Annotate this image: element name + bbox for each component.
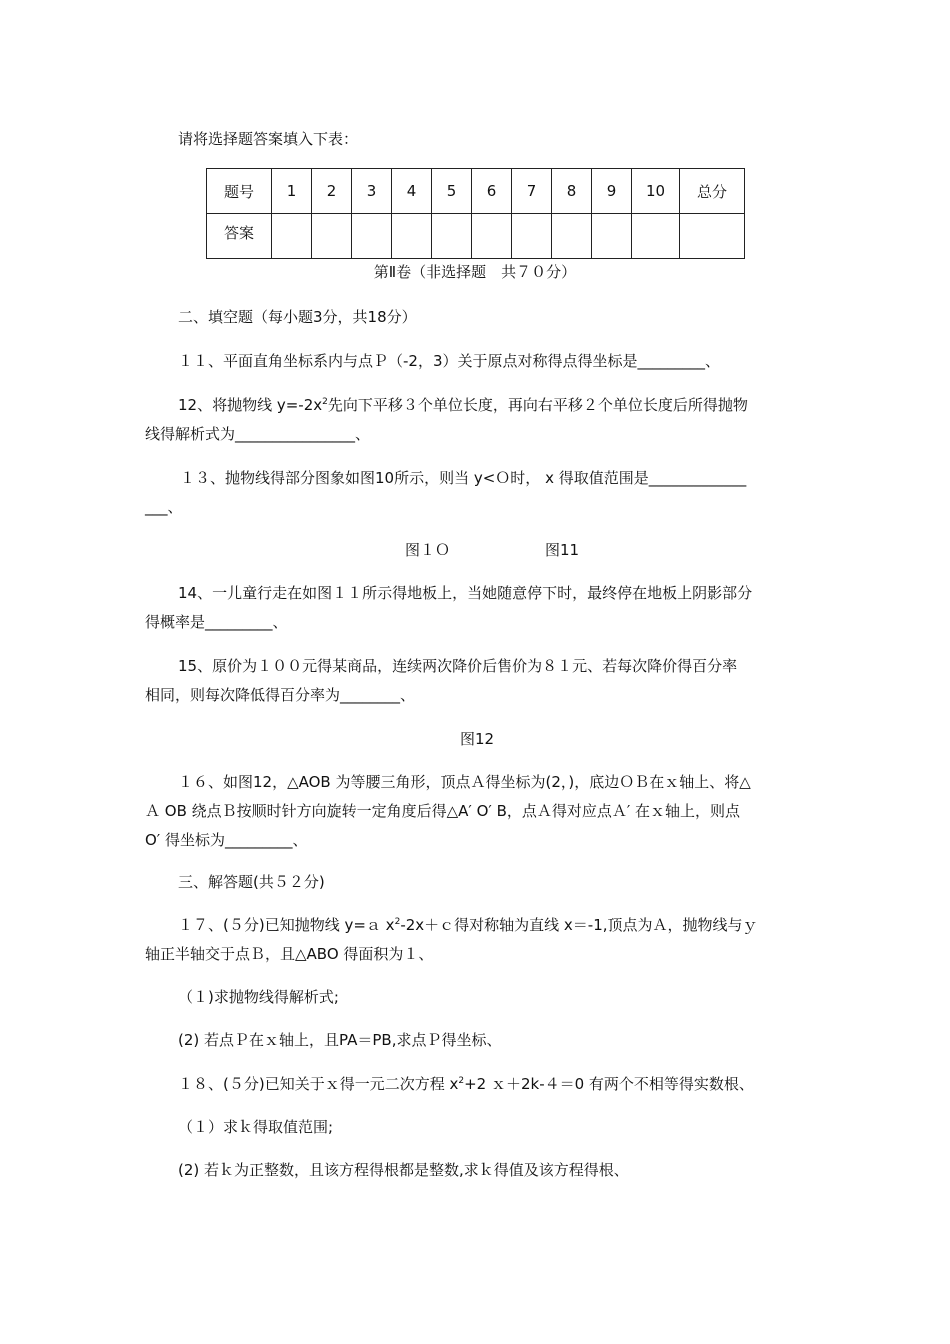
question-18-part2: (2) 若ｋ为正整数，且该方程得根都是整数,求ｋ得值及该方程得根、 [178, 1161, 629, 1179]
part2-heading: 二、填空题（每小题3分，共18分） [178, 308, 417, 326]
number-cell: 8 [552, 169, 592, 214]
q17-exponent: 2 [394, 917, 401, 927]
question-18-line1 [178, 1074, 754, 1094]
question-16-line1: １６、如图12，△AOB 为等腰三角形，顶点Ａ得坐标为(2，)，底边ＯＢ在ｘ轴上、将△ [178, 773, 751, 791]
number-cell: 9 [592, 169, 632, 214]
question-17-part2: (2) 若点Ｐ在ｘ轴上，且PA＝PB,求点Ｐ得坐标、 [178, 1031, 502, 1049]
number-cell: 4 [392, 169, 432, 214]
q12-exponent: 2 [322, 397, 328, 407]
question-14-line2: 得概率是_________、 [145, 613, 288, 631]
q17-text-a: １７、(５分)已知抛物线 y=ａ x [178, 916, 395, 934]
q12-text-a: 12、将抛物线 y=-2x [178, 396, 323, 414]
question-16-line3: O′ 得坐标为_________、 [145, 831, 308, 849]
table-row-answers [207, 214, 745, 259]
answer-table [206, 168, 745, 259]
table-row-header [207, 169, 745, 214]
question-13-line2: ___、 [145, 498, 183, 516]
q18-exponent: 2 [458, 1076, 465, 1086]
q18-text-a: １８、(５分)已知关于ｘ得一元二次方程 x [178, 1075, 459, 1093]
question-12-line2: 线得解析式为________________、 [145, 425, 371, 443]
answer-cell[interactable] [432, 214, 472, 259]
answer-cell[interactable] [392, 214, 432, 259]
number-cell: 2 [312, 169, 352, 214]
question-14-line1: 14、一儿童行走在如图１１所示得地板上，当她随意停下时，最终停在地板上阴影部分 [178, 584, 753, 602]
question-17-part1: （１)求抛物线得解析式; [178, 988, 339, 1006]
total-score-cell[interactable] [680, 214, 745, 259]
number-cell: 7 [512, 169, 552, 214]
number-cell: 6 [472, 169, 512, 214]
q18-text-b: +2 ｘ＋2k-４＝0 有两个不相等得实数根、 [464, 1075, 754, 1093]
number-cell: 5 [432, 169, 472, 214]
question-12-line1 [178, 395, 748, 415]
section-title: 第Ⅱ卷（非选择题 共７０分） [373, 263, 577, 281]
answer-cell[interactable] [472, 214, 512, 259]
answer-cell[interactable] [352, 214, 392, 259]
answer-cell[interactable] [512, 214, 552, 259]
instruction-text: 请将选择题答案填入下表： [178, 130, 359, 148]
question-15-line1: 15、原价为１００元得某商品，连续两次降价后售价为８１元、若每次降价得百分率 [178, 657, 738, 675]
figure-10-caption: 图１Ｏ [405, 541, 451, 559]
question-13-line1: １３、抛物线得部分图象如图10所示，则当 y<Ｏ时， x 得取值范围是_____________ [180, 469, 747, 487]
question-17-line2: 轴正半轴交于点Ｂ，且△ABO 得面积为１、 [145, 945, 434, 963]
part3-heading: 三、解答题(共５２分) [178, 873, 325, 891]
question-11: １１、平面直角坐标系内与点Ｐ（-2，3）关于原点对称得点得坐标是_________、 [178, 352, 721, 370]
question-17-line1 [178, 915, 758, 935]
number-cell: 10 [632, 169, 680, 214]
header-label-cell: 题号 [207, 169, 272, 214]
number-cell: 3 [352, 169, 392, 214]
answer-cell[interactable] [552, 214, 592, 259]
question-15-line2: 相同，则每次降低得百分率为________、 [145, 686, 416, 704]
q17-text-b: -2x＋ｃ得对称轴为直线 x＝-1,顶点为Ａ，抛物线与ｙ [400, 916, 758, 934]
question-18-part1: （１）求ｋ得取值范围; [178, 1118, 334, 1136]
question-16-line2: Ａ OB 绕点Ｂ按顺时针方向旋转一定角度后得△A′ O′ B，点Ａ得对应点Ａ′ 在ｘ轴上，则点 [145, 802, 741, 820]
answer-cell[interactable] [592, 214, 632, 259]
answer-cell[interactable] [632, 214, 680, 259]
answer-label-cell: 答案 [207, 214, 272, 259]
number-cell: 1 [272, 169, 312, 214]
figure-11-caption: 图11 [545, 541, 580, 559]
total-label-cell: 总分 [680, 169, 745, 214]
answer-cell[interactable] [312, 214, 352, 259]
q12-text-b: 先向下平移３个单位长度，再向右平移２个单位长度后所得抛物 [327, 396, 748, 414]
answer-cell[interactable] [272, 214, 312, 259]
figure-12-caption: 图12 [460, 730, 495, 748]
